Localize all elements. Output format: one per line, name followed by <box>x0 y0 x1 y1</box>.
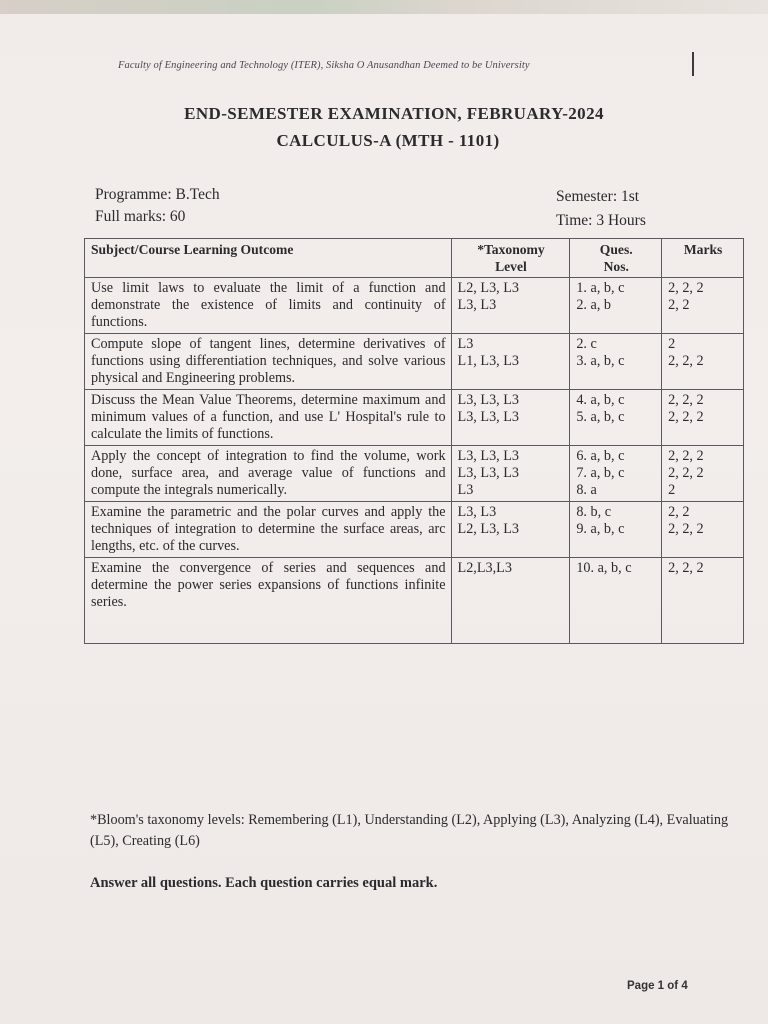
outcome-cell: Use limit laws to evaluate the limit of a function and demonstrate the existence of limits and continuity of functions. <box>85 278 452 334</box>
exam-instructions: Answer all questions. Each question carries equal mark. <box>90 875 438 891</box>
marks-cell: 2, 2, 2 2, 2, 2 <box>662 390 744 446</box>
table-row <box>85 278 744 334</box>
marks-cell: 2, 2, 2 2, 2 <box>662 278 744 334</box>
outcome-cell: Compute slope of tangent lines, determine derivatives of functions using differentiation techniques, and solve various physical and Engineering problems. <box>85 334 452 390</box>
taxonomy-cell: L2,L3,L3 <box>451 558 570 644</box>
header-divider <box>692 52 694 76</box>
table-header-row <box>85 239 744 278</box>
questions-cell: 10. a, b, c <box>570 558 662 644</box>
top-edge <box>0 0 768 14</box>
questions-cell: 8. b, c 9. a, b, c <box>570 502 662 558</box>
outcome-cell: Examine the convergence of series and sequences and determine the power series expansions of functions infinite series. <box>85 558 452 644</box>
full-marks: Full marks: 60 <box>95 208 186 225</box>
questions-cell: 4. a, b, c 5. a, b, c <box>570 390 662 446</box>
outcome-cell: Discuss the Mean Value Theorems, determine maximum and minimum values of a function, and use L' Hospital's rule to calculate the limits of functions. <box>85 390 452 446</box>
taxonomy-note: *Bloom's taxonomy levels: Remembering (L1), Understanding (L2), Applying (L3), Analyzing (L4), Evaluating (L5), Creating (L6) <box>90 812 729 849</box>
semester: Semester: 1st <box>556 188 640 205</box>
header-question-numbers: Ques. Nos. <box>570 239 662 278</box>
institution-header: Faculty of Engineering and Technology (ITER), Siksha O Anusandhan Deemed to be University <box>118 60 530 71</box>
outcome-cell: Apply the concept of integration to find the volume, work done, surface area, and average value of functions and compute the integrals numerically. <box>85 446 452 502</box>
taxonomy-cell: L3, L3, L3 L3, L3, L3 <box>451 390 570 446</box>
taxonomy-cell: L3 L1, L3, L3 <box>451 334 570 390</box>
page-number: Page 1 of 4 <box>627 980 688 992</box>
marks-cell: 2, 2 2, 2, 2 <box>662 502 744 558</box>
taxonomy-cell: L3, L3, L3 L3, L3, L3 L3 <box>451 446 570 502</box>
header-marks: Marks <box>662 239 744 278</box>
course-title: CALCULUS-A (MTH - 1101) <box>276 131 500 150</box>
table-row <box>85 334 744 390</box>
taxonomy-cell: L3, L3 L2, L3, L3 <box>451 502 570 558</box>
questions-cell: 1. a, b, c 2. a, b <box>570 278 662 334</box>
exam-time: Time: 3 Hours <box>556 212 646 229</box>
header-taxonomy: *Taxonomy Level <box>451 239 570 278</box>
questions-cell: 2. c 3. a, b, c <box>570 334 662 390</box>
taxonomy-cell: L2, L3, L3 L3, L3 <box>451 278 570 334</box>
marks-cell: 2 2, 2, 2 <box>662 334 744 390</box>
outcome-cell: Examine the parametric and the polar curves and apply the techniques of integration to determine the surface areas, arc lengths, etc. of the curves. <box>85 502 452 558</box>
exam-title: END-SEMESTER EXAMINATION, FEBRUARY-2024 <box>184 104 604 123</box>
marks-cell: 2, 2, 2 <box>662 558 744 644</box>
course-outcome-table <box>84 238 744 644</box>
marks-cell: 2, 2, 2 2, 2, 2 2 <box>662 446 744 502</box>
header-outcome: Subject/Course Learning Outcome <box>85 239 452 278</box>
table-row <box>85 390 744 446</box>
table-row <box>85 502 744 558</box>
table-row <box>85 558 744 644</box>
table-row <box>85 446 744 502</box>
programme: Programme: B.Tech <box>95 186 220 203</box>
questions-cell: 6. a, b, c 7. a, b, c 8. a <box>570 446 662 502</box>
